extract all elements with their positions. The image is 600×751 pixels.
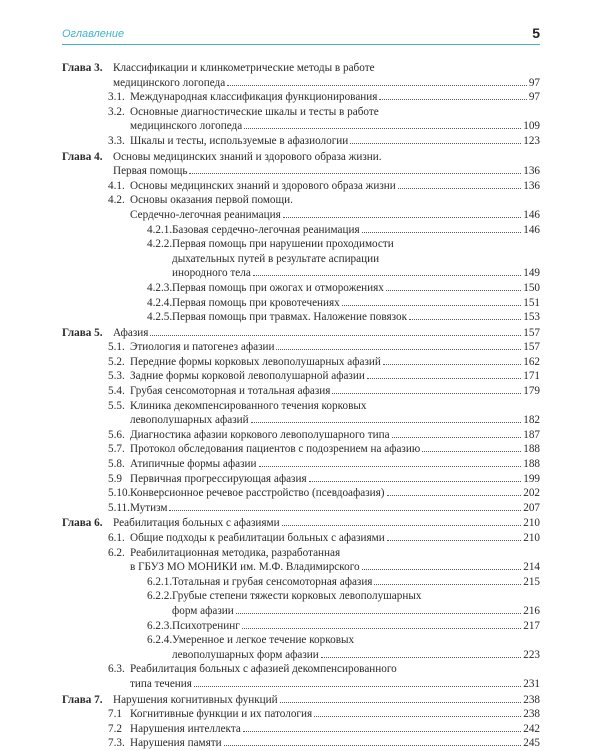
toc-chapter[interactable] [62, 61, 540, 90]
leader-dots [374, 584, 521, 585]
toc-number: 5.1. [108, 341, 125, 354]
toc-title: Основные диагностические шкалы и тесты в работе [130, 105, 379, 118]
toc-title: Сердечно-легочная реанимация [130, 208, 281, 221]
toc-entry[interactable] [62, 384, 540, 399]
toc-page-number: 97 [528, 76, 540, 89]
leader-dots [422, 451, 521, 452]
toc-entry[interactable] [62, 105, 540, 134]
toc-chapter[interactable] [62, 326, 540, 341]
toc-title: Передние формы корковых левополушарных афазий [130, 355, 381, 368]
toc-page-number: 188 [523, 443, 540, 456]
leader-dots [236, 613, 522, 614]
toc-title: Основы медицинских знаний и здорового образа жизни [130, 179, 396, 192]
toc-number: 5.3. [108, 370, 125, 383]
toc-title: Классификации и клинкометрические методы в работе [113, 62, 375, 74]
leader-dots [251, 422, 522, 423]
toc-number: 3.2. [108, 105, 125, 118]
toc-number: 5.10. [108, 487, 131, 500]
toc-title: Первая помощь при травмах. Наложение повязок [172, 311, 408, 324]
leader-dots [189, 173, 521, 174]
toc-page-number: 146 [523, 223, 540, 236]
toc-page-number: 210 [523, 517, 540, 530]
page-number: 5 [532, 25, 540, 41]
toc-entry[interactable] [62, 486, 540, 501]
toc-title: Грубые степени тяжести корковых левополушарных [172, 590, 422, 603]
toc-title: Тотальная и грубая сенсомоторная афазия [172, 575, 373, 588]
toc-entry[interactable] [62, 575, 540, 590]
leader-dots [242, 628, 521, 629]
toc-entry[interactable] [62, 428, 540, 443]
toc-entry[interactable] [62, 442, 540, 457]
toc-number: 5.2. [108, 355, 125, 368]
leader-dots [321, 657, 521, 658]
toc-entry[interactable] [62, 90, 540, 105]
leader-dots [150, 335, 521, 336]
section-title: Оглавление [62, 28, 125, 40]
toc-entry[interactable] [62, 193, 540, 222]
toc-title: Задние формы корковой левополушарной афазии [130, 370, 365, 383]
toc-number: 5.9 [108, 472, 122, 485]
toc-number: 4.2. [108, 194, 125, 207]
toc-page-number: 157 [523, 341, 540, 354]
toc-entry[interactable] [62, 355, 540, 370]
toc-title: Конверсионное речевое расстройство (псевдоафазия) [130, 487, 385, 500]
leader-dots [392, 437, 522, 438]
toc-entry[interactable] [62, 472, 540, 487]
toc-title: Этиология и патогенез афазии [130, 341, 275, 354]
toc-title: Нарушения когнитивных функций [113, 693, 278, 706]
leader-dots [362, 569, 522, 570]
toc-page-number: 210 [523, 532, 540, 544]
toc-number: Глава 3. [62, 62, 103, 74]
leader-dots [276, 349, 521, 350]
leader-dots [253, 275, 521, 276]
toc-entry[interactable] [62, 296, 540, 311]
toc-page-number: 153 [523, 311, 540, 324]
leader-dots [243, 731, 521, 732]
toc-page-number: 207 [523, 501, 540, 514]
toc-title: Психотренинг [172, 619, 240, 632]
toc-page-number: 202 [523, 487, 540, 500]
toc-number: 5.7. [108, 443, 125, 456]
toc-page-number: 151 [523, 296, 540, 309]
toc-title: Диагностика афазии коркового левополушарного типа [130, 428, 390, 441]
toc-page-number: 199 [523, 472, 540, 485]
toc-page-number: 238 [523, 708, 540, 721]
toc-page-number: 179 [523, 385, 540, 398]
toc-title: Нарушения памяти [130, 737, 222, 750]
toc-entry[interactable] [62, 546, 540, 575]
leader-dots [342, 305, 521, 306]
toc-title: Основы оказания первой помощи. [130, 194, 293, 207]
toc-title: Первая помощь [113, 165, 188, 178]
toc-entry[interactable] [62, 399, 540, 428]
toc-number: 6.2.2. [147, 590, 173, 603]
toc-title: левополушарных форм афазии [172, 648, 319, 661]
toc-page-number: 217 [523, 619, 540, 632]
toc-number: 6.2. [108, 546, 125, 559]
leader-dots [398, 188, 521, 189]
toc-entry[interactable] [62, 736, 540, 751]
toc-page-number: 109 [523, 120, 540, 133]
toc-entry[interactable] [62, 531, 540, 546]
toc-entry[interactable] [62, 501, 540, 516]
toc-title: Основы медицинских знаний и здорового образа жизни. [113, 150, 382, 163]
toc-chapter[interactable] [62, 150, 540, 179]
toc-title: Когнитивные функции и их патология [130, 708, 313, 721]
toc-number: 6.2.3. [147, 619, 173, 632]
table-of-contents [62, 60, 540, 751]
toc-page-number: 162 [523, 355, 540, 368]
leader-dots [379, 99, 526, 100]
toc-entry[interactable] [62, 707, 540, 722]
leader-dots [227, 85, 527, 86]
leader-dots [280, 702, 522, 703]
toc-number: 6.1. [108, 532, 125, 544]
toc-chapter[interactable] [62, 693, 540, 708]
toc-entry[interactable] [62, 310, 540, 325]
toc-title: левополушарных афазий [130, 414, 249, 427]
toc-page-number: 223 [523, 648, 540, 661]
header-divider [62, 44, 540, 45]
toc-page-number: 242 [523, 722, 540, 735]
toc-title: Первая помощь при кровотечениях [172, 296, 340, 309]
toc-number: 6.3. [108, 663, 125, 676]
toc-title: инородного тела [172, 267, 251, 280]
toc-page-number: 136 [523, 179, 540, 192]
toc-number: 4.1. [108, 179, 125, 192]
toc-number: Глава 7. [62, 693, 103, 706]
toc-entry[interactable] [62, 134, 540, 149]
toc-number: 4.2.5. [147, 311, 173, 324]
leader-dots [350, 143, 521, 144]
toc-number: Глава 6. [62, 517, 103, 530]
toc-title: форм афазии [172, 604, 234, 617]
toc-entry[interactable] [62, 223, 540, 238]
toc-number: 4.2.1. [147, 223, 173, 236]
toc-title: медицинского логопеда [113, 76, 226, 89]
toc-title: Мутизм [130, 501, 168, 514]
toc-page-number: 215 [523, 575, 540, 588]
toc-number: 6.2.4. [147, 634, 173, 647]
leader-dots [283, 217, 521, 218]
toc-title: Клиника декомпенсированного течения корковых [130, 399, 367, 412]
toc-title: Реабилитационная методика, разработанная [130, 546, 341, 559]
toc-page-number: 238 [523, 693, 540, 706]
toc-page-number: 188 [523, 458, 540, 471]
toc-number: 4.2.3. [147, 281, 173, 294]
leader-dots [362, 232, 522, 233]
toc-title: Международная классификация функционирования [130, 91, 378, 104]
toc-entry[interactable] [62, 722, 540, 737]
toc-page-number: 187 [523, 428, 540, 441]
toc-title: дыхательных путей в результате аспирации [172, 252, 380, 265]
toc-page-number: 245 [523, 737, 540, 750]
toc-entry[interactable] [62, 662, 540, 691]
toc-number: 3.3. [108, 134, 125, 147]
toc-title: Атипичные формы афазии [130, 458, 257, 471]
leader-dots [387, 540, 522, 541]
toc-number: 5.6. [108, 428, 125, 441]
toc-number: 6.2.1. [147, 575, 173, 588]
toc-title: медицинского логопеда [130, 120, 243, 133]
leader-dots [259, 466, 522, 467]
toc-page-number: 182 [523, 414, 540, 427]
leader-dots [383, 364, 521, 365]
toc-title: типа течения [130, 677, 192, 690]
toc-page-number: 216 [523, 604, 540, 617]
toc-number: 3.1. [108, 91, 125, 104]
leader-dots [314, 716, 521, 717]
toc-title: в ГБУЗ МО МОНИКИ им. М.Ф. Владимирского [130, 561, 360, 574]
toc-title: Умеренное и легкое течение корковых [172, 634, 355, 647]
toc-page-number: 214 [523, 561, 540, 574]
toc-entry[interactable] [62, 179, 540, 194]
toc-entry[interactable] [62, 589, 540, 618]
toc-entry[interactable] [62, 369, 540, 384]
toc-title: Первая помощь при ожогах и отморожениях [172, 281, 384, 294]
toc-title: Афазия [113, 326, 149, 339]
toc-number: 7.2 [108, 722, 122, 735]
leader-dots [194, 686, 521, 687]
toc-number: 7.1 [108, 708, 122, 721]
leader-dots [387, 495, 522, 496]
toc-page-number: 157 [523, 326, 540, 339]
toc-page-number: 231 [523, 677, 540, 690]
toc-number: 5.4. [108, 385, 125, 398]
toc-title: Базовая сердечно-легочная реанимация [172, 223, 360, 236]
toc-entry[interactable] [62, 633, 540, 662]
leader-dots [309, 481, 522, 482]
toc-entry[interactable] [62, 619, 540, 634]
toc-title: Шкалы и тесты, используемые в афазиологии [130, 134, 349, 147]
leader-dots [169, 510, 521, 511]
toc-title: Протокол обследования пациентов с подозрением на афазию [130, 443, 421, 456]
toc-number: 7.3. [108, 737, 125, 750]
toc-number: 4.2.2. [147, 238, 173, 251]
leader-dots [244, 128, 521, 129]
leader-dots [386, 290, 521, 291]
toc-title: Реабилитация больных с афазиями [113, 517, 280, 530]
toc-number: Глава 5. [62, 326, 103, 339]
toc-title: Первичная прогрессирующая афазия [130, 472, 307, 485]
toc-title: Грубая сенсомоторная и тотальная афазия [130, 385, 331, 398]
toc-entry[interactable] [62, 281, 540, 296]
toc-number: 5.8. [108, 458, 125, 471]
toc-page-number: 149 [523, 267, 540, 280]
toc-page-number: 146 [523, 208, 540, 221]
toc-page-number: 171 [523, 370, 540, 383]
toc-chapter[interactable] [62, 516, 540, 531]
toc-page-number: 123 [523, 134, 540, 147]
toc-entry[interactable] [62, 237, 540, 281]
toc-page-number: 136 [523, 165, 540, 178]
toc-page-number: 97 [528, 91, 540, 104]
leader-dots [282, 525, 522, 526]
leader-dots [332, 393, 521, 394]
toc-title: Общие подходы к реабилитации больных с афазиями [130, 532, 385, 544]
toc-entry[interactable] [62, 340, 540, 355]
toc-title: Нарушения интеллекта [130, 722, 241, 735]
toc-entry[interactable] [62, 457, 540, 472]
leader-dots [367, 378, 521, 379]
toc-page-number: 150 [523, 281, 540, 294]
toc-number: 5.11. [108, 501, 130, 514]
toc-number: Глава 4. [62, 150, 103, 163]
leader-dots [224, 745, 522, 746]
toc-title: Первая помощь при нарушении проходимости [172, 238, 394, 251]
toc-number: 4.2.4. [147, 296, 173, 309]
toc-title: Реабилитация больных с афазией декомпенсированного [130, 663, 397, 676]
leader-dots [409, 319, 521, 320]
toc-number: 5.5. [108, 399, 125, 412]
